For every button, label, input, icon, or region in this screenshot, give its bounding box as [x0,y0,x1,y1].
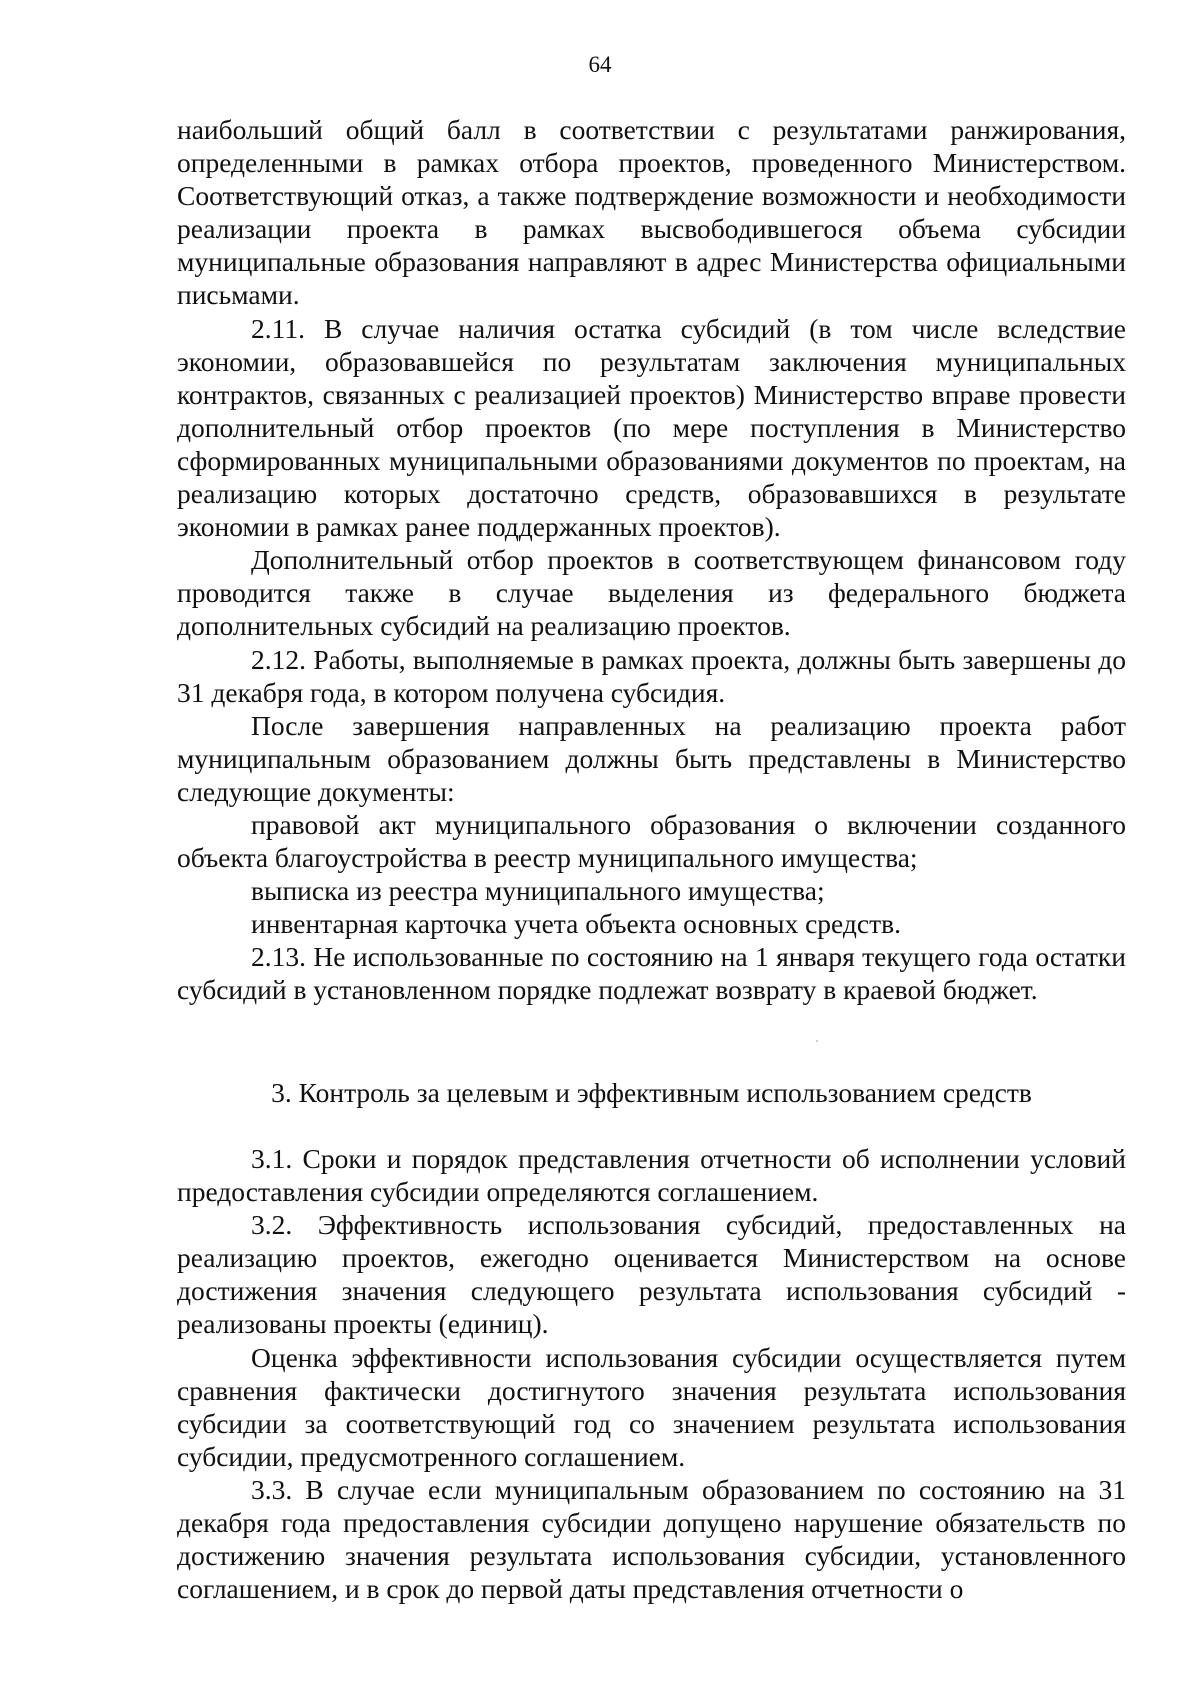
page-number: 64 [588,52,612,77]
list-item-legal-act: правовой акт муниципального образования о включении созданного объекта благоустройства в реестр муниципального имущества; [177,808,1126,874]
paragraph-3-3: 3.3. В случае если муниципальным образованием по состоянию на 31 декабря года предоставления субсидии допущено нарушение обязательств по достижению значения результата использования субсидии, установленного соглашением, и в срок до первой даты представления отчетности о [177,1473,1126,1605]
paragraph-additional-selection: Дополнительный отбор проектов в соответствующем финансовом году проводится также в случае выделения из федерального бюджета дополнительных субсидий на реализацию проектов. [177,544,1126,642]
paragraph-efficiency-assessment: Оценка эффективности использования субсидии осуществляется путем сравнения фактически достигнутого значения результата использования субсидии за соответствующий год со значением результата использования субсидии, предусмотренного соглашением. [177,1341,1126,1472]
section-3-heading: 3. Контроль за целевым и эффективным использованием средств [271,1077,1032,1108]
list-item-inventory-card: инвентарная карточка учета объекта основных средств. [251,908,901,940]
section-2-body [177,113,1126,1007]
paragraph-2-12: 2.12. Работы, выполняемые в рамках проекта, должны быть завершены до 31 декабря года, в котором получена субсидия. [177,643,1126,708]
paragraph-2-11: 2.11. В случае наличия остатка субсидий (в том числе вследствие экономии, образовавшейся по результатам заключения муниципальных контрактов, связанных с реализацией проектов) Министерство вправе провести дополнительный отбор проектов (по мере поступления в Министерство сформированных муниципальными образованиями документов по проектам, на реализацию которых достаточно средств, образовавшихся в результате экономии в рамках ранее поддержанных проектов). [177,312,1126,543]
paragraph-2-13: 2.13. Не использованные по состоянию на 1 января текущего года остатки субсидий в установленном порядке подлежат возврату в краевой бюджет. [177,941,1126,1006]
paragraph-3-2: 3.2. Эффективность использования субсидий, предоставленных на реализацию проектов, ежегодно оценивается Министерством на основе достижения значения следующего результата использования субсидий - реализованы проекты (единиц). [177,1209,1126,1340]
section-3-body [177,1142,1126,1605]
paragraph-3-1: 3.1. Сроки и порядок представления отчетности об исполнении условий предоставления субсидии определяются соглашением. [177,1143,1126,1208]
paragraph-documents-intro: После завершения направленных на реализацию проекта работ муниципальным образованием должны быть представлены в Министерство следующие документы: [177,709,1126,807]
list-item-registry-extract: выписка из реестра муниципального имущества; [251,875,825,907]
paragraph-continuation: наибольший общий балл в соответствии с результатами ранжирования, определенными в рамках отбора проектов, проведенного Министерством. Соответствующий отказ, а также подтверждение возможности и необходимости реализации проекта в рамках высвободившегося объема субсидии муниципальные образования направляют в адрес Министерства официальными письмами. [177,114,1126,311]
scan-speck [816,1040,818,1042]
